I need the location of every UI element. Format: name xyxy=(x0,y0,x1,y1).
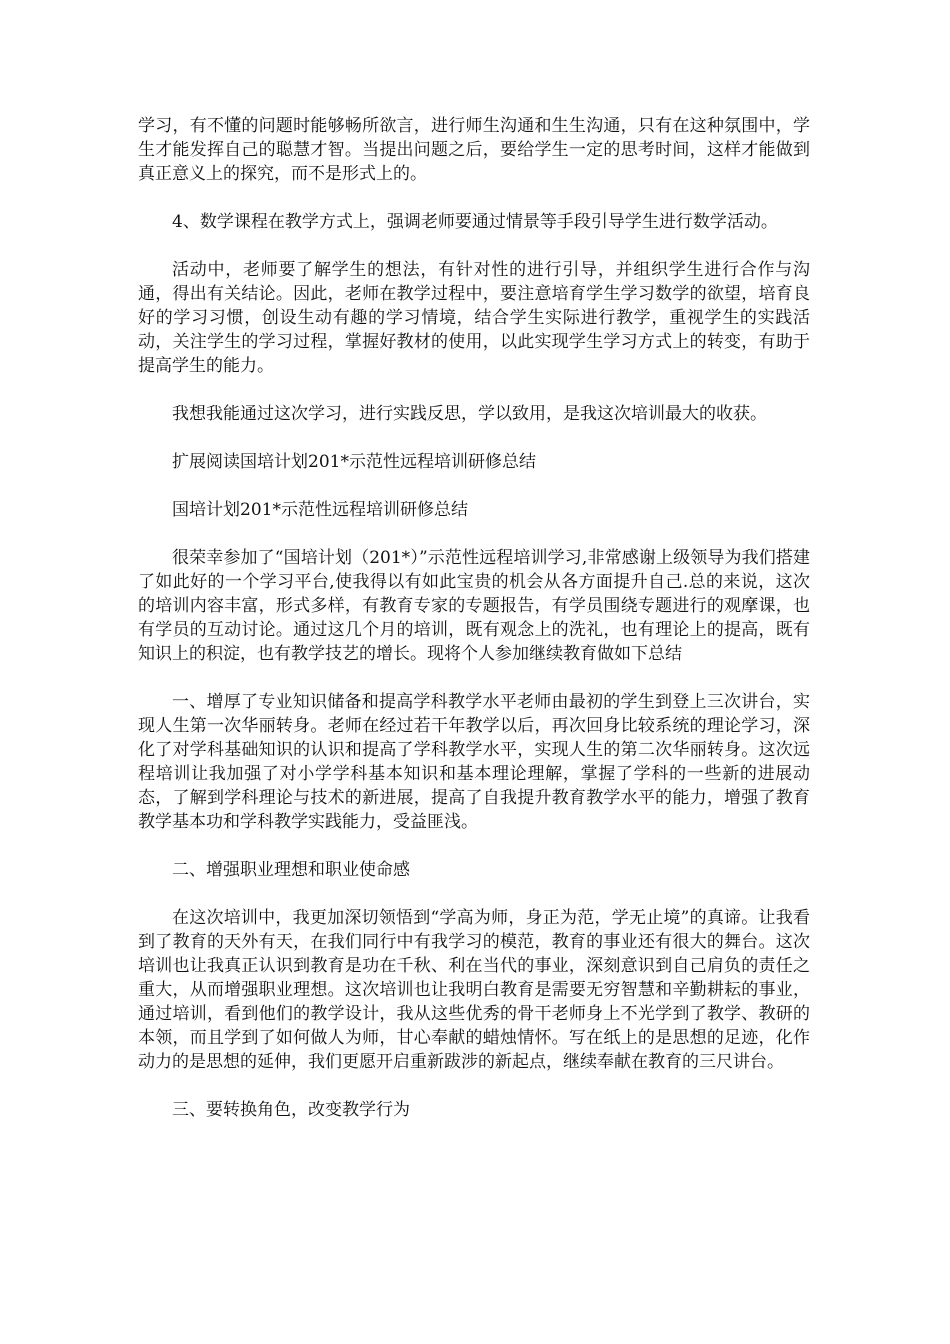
paragraph-9-heading: 二、增强职业理想和职业使命感 xyxy=(172,860,410,880)
paragraph-1: 学习，有不懂的问题时能够畅所欲言，进行师生沟通和生生沟通，只有在这种氛围中，学生才能发挥自己的聪慧才智。当提出问题之后，要给学生一定的思考时间，这样才能做到真正意义上的探究，而不是形式上的。 xyxy=(138,116,810,184)
document-page xyxy=(138,114,810,1146)
paragraph-4: 我想我能通过这次学习，进行实践反思，学以致用，是我这次培训最大的收获。 xyxy=(172,404,767,424)
paragraph-2: 4、数学课程在教学方式上，强调老师要通过情景等手段引导学生进行数学活动。 xyxy=(172,212,778,232)
paragraph-3: 活动中，老师要了解学生的想法，有针对性的进行引导，并组织学生进行合作与沟通，得出有关结论。因此，老师在教学过程中，要注意培育学生学习数学的欲望，培育良好的学习习惯，创设生动有趣的学习情境，结合学生实际进行教学，重视学生的实践活动，关注学生的学习过程，掌握好教材的使用，以此实现学生学习方式上的转变，有助于提高学生的能力。 xyxy=(138,260,810,376)
paragraph-6-heading: 国培计划201*示范性远程培训研修总结 xyxy=(172,500,468,520)
paragraph-5-heading: 扩展阅读国培计划201*示范性远程培训研修总结 xyxy=(172,452,536,472)
paragraph-10: 在这次培训中，我更加深切领悟到“学高为师，身正为范，学无止境”的真谛。让我看到了教育的天外有天，在我们同行中有我学习的模范，教育的事业还有很大的舞台。这次培训也让我真正认识到教育是功在千秋、利在当代的事业，深刻意识到自己肩负的责任之重大，从而增强职业理想。这次培训也让我明白教育是需要无穷智慧和辛勤耕耘的事业，通过培训，看到他们的教学设计，我从这些优秀的骨干老师身上不光学到了教学、教研的本领，而且学到了如何做人为师，甘心奉献的蜡烛情怀。写在纸上的是思想的足迹，化作动力的是思想的延伸，我们更愿开启重新跋涉的新起点，继续奉献在教育的三尺讲台。 xyxy=(138,908,810,1072)
paragraph-7: 很荣幸参加了“国培计划（201*）”示范性远程培训学习,非常感谢上级领导为我们搭建了如此好的一个学习平台,使我得以有如此宝贵的机会从各方面提升自己.总的来说，这次的培训内容丰富，形式多样，有教育专家的专题报告，有学员围绕专题进行的观摩课，也有学员的互动讨论。通过这几个月的培训，既有观念上的洗礼，也有理论上的提高，既有知识上的积淀，也有教学技艺的增长。现将个人参加继续教育做如下总结 xyxy=(138,548,810,664)
paragraph-11-heading: 三、要转换角色，改变教学行为 xyxy=(172,1100,410,1120)
paragraph-8: 一、增厚了专业知识储备和提高学科教学水平老师由最初的学生到登上三次讲台，实现人生第一次华丽转身。老师在经过若干年教学以后，再次回身比较系统的理论学习，深化了对学科基础知识的认识和提高了学科教学水平，实现人生的第二次华丽转身。这次远程培训让我加强了对小学学科基本知识和基本理论理解，掌握了学科的一些新的进展动态，了解到学科理论与技术的新进展，提高了自我提升教育教学水平的能力，增强了教育教学基本功和学科教学实践能力，受益匪浅。 xyxy=(138,692,810,832)
